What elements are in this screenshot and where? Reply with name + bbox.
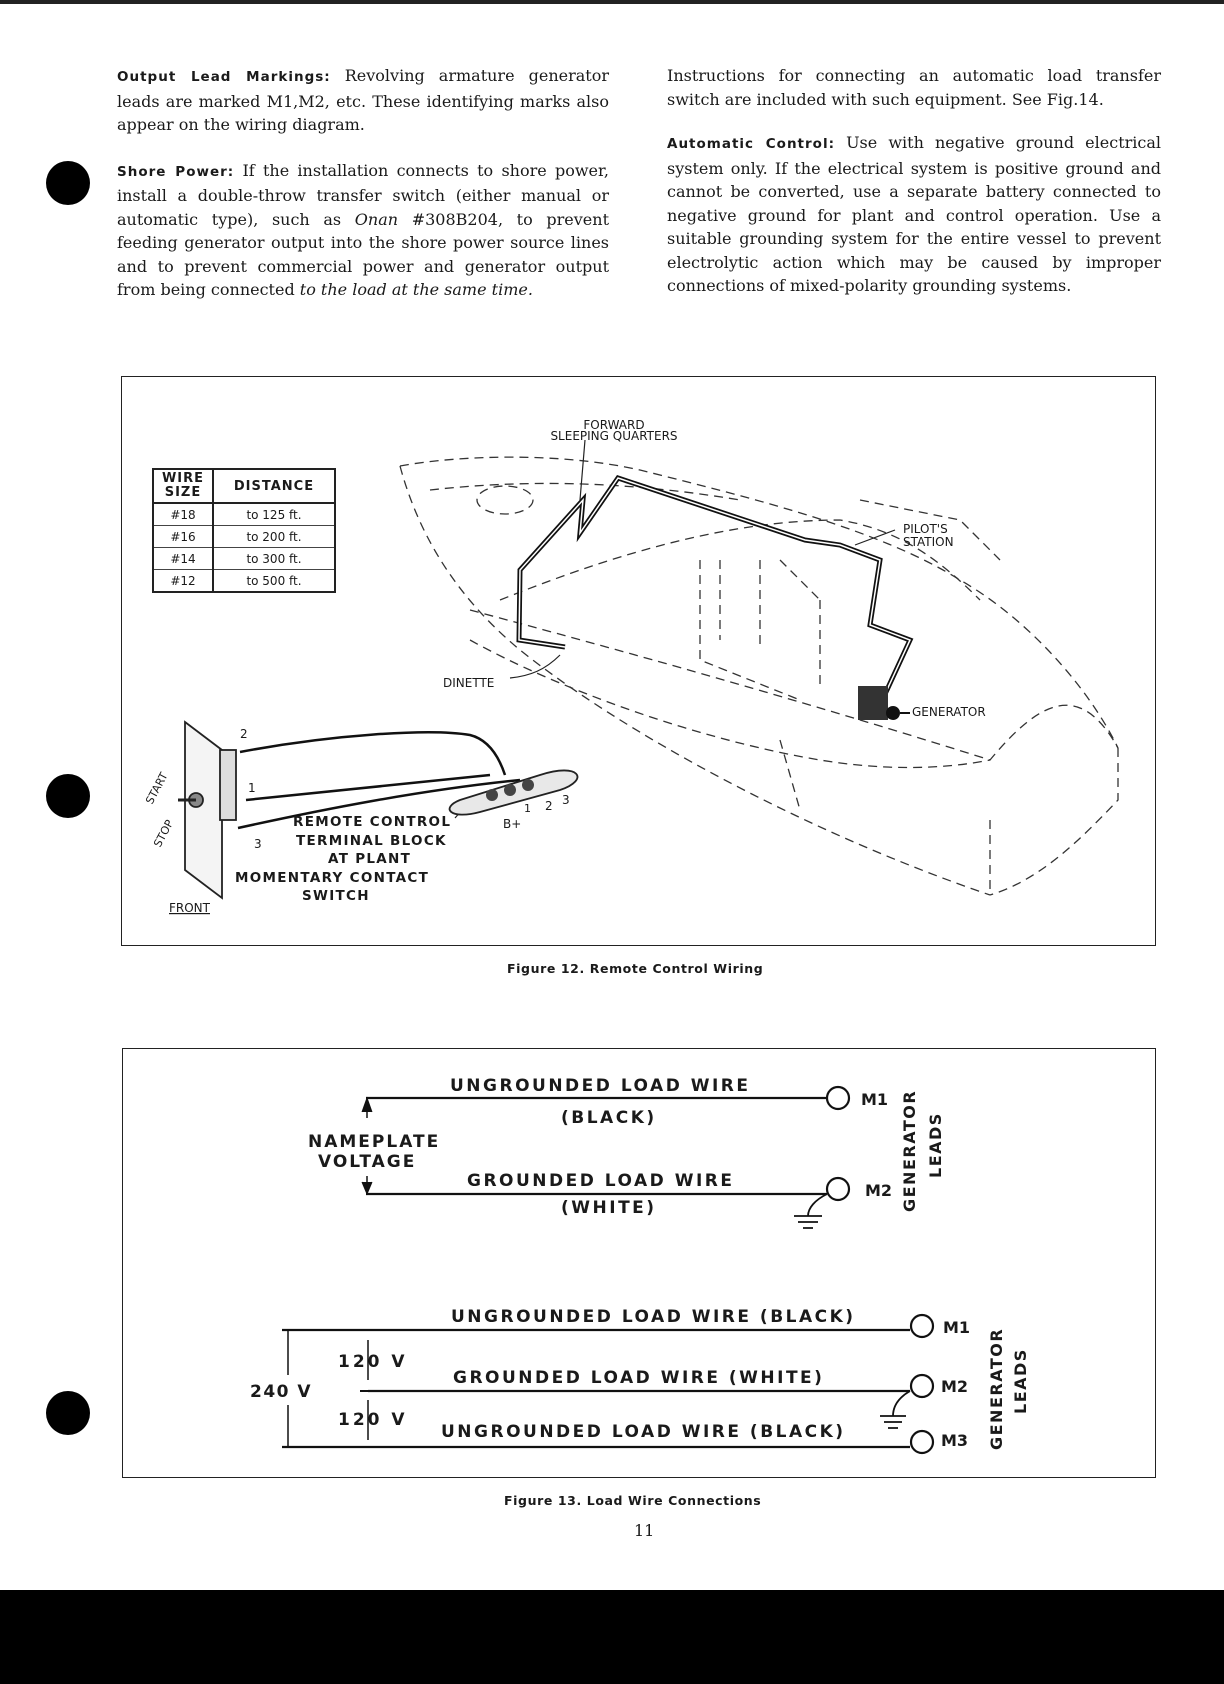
bottom-leads-label: LEADS: [1011, 1348, 1030, 1414]
figure-12-caption: Figure 12. Remote Control Wiring: [507, 961, 764, 976]
top-ungrounded-wire-label: UNGROUNDED LOAD WIRE: [450, 1076, 751, 1096]
label-stop: STOP: [151, 817, 177, 850]
shore-power-paragraph: Shore Power: If the installation connects to shore power, install a double-throw transfer switch (either manual or automatic type), such as Onan #308B204, to prevent feeding generator output into the shore power source lines and to prevent commercial power and generator output from being connected to the load at the same time.: [117, 160, 609, 299]
bottom-m2: M2: [941, 1377, 969, 1396]
nameplate-label: NAMEPLATE: [308, 1132, 441, 1152]
label-240v: 240 V: [250, 1382, 313, 1402]
label-generator: GENERATOR: [912, 705, 986, 719]
bottom-ungrounded-wire-2-label: UNGROUNDED LOAD WIRE (BLACK): [441, 1422, 846, 1442]
header-wire-size: WIRE SIZE: [153, 469, 213, 503]
top-grounded-wire-label: GROUNDED LOAD WIRE: [467, 1171, 735, 1191]
table-row: #16 to 200 ft.: [153, 526, 335, 548]
transfer-switch-paragraph: Instructions for connecting an automatic load transfer switch are included with such equipment. See Fig.14.: [667, 66, 1161, 109]
automatic-control-paragraph: Automatic Control: Use with negative ground electrical system only. If the electrical system is positive ground and cannot be converted, use a separate battery connected to negative ground for plant and control operation. Use a suitable grounding system for the entire vessel to prevent electrolytic action which may be caused by improper connections of mixed-polarity grounding systems.: [667, 133, 1161, 295]
top-leads-label: LEADS: [926, 1112, 945, 1178]
block-terminal-bplus: B+: [503, 817, 522, 831]
table-row: #14 to 300 ft.: [153, 548, 335, 570]
table-row: #12 to 500 ft.: [153, 570, 335, 593]
label-switch: SWITCH: [302, 888, 370, 904]
switch-terminal-3: 3: [254, 837, 262, 851]
top-white-label: (WHITE): [561, 1198, 657, 1218]
label-120v-upper: 120 V: [338, 1352, 408, 1372]
block-terminal-2: 2: [545, 799, 553, 813]
bottom-ungrounded-wire-1-label: UNGROUNDED LOAD WIRE (BLACK): [451, 1307, 856, 1327]
label-remote-control: REMOTE CONTROL: [293, 814, 452, 830]
bottom-grounded-wire-label: GROUNDED LOAD WIRE (WHITE): [453, 1368, 825, 1388]
label-momentary-contact: MOMENTARY CONTACT: [235, 870, 430, 886]
label-terminal-block: TERMINAL BLOCK: [296, 833, 447, 849]
bottom-m3: M3: [941, 1431, 969, 1450]
label-forward: FORWARD: [583, 418, 645, 432]
table-row: #18 to 125 ft.: [153, 503, 335, 526]
label-at-plant: AT PLANT: [328, 851, 412, 867]
voltage-label: VOLTAGE: [318, 1152, 417, 1172]
label-station: STATION: [903, 535, 954, 549]
figure-13-caption: Figure 13. Load Wire Connections: [504, 1493, 762, 1508]
label-start: START: [143, 770, 171, 807]
label-front: FRONT: [169, 901, 210, 915]
header-distance: DISTANCE: [213, 469, 335, 503]
top-black-label: (BLACK): [561, 1108, 657, 1128]
output-lead-paragraph: Output Lead Markings: Revolving armature generator leads are marked M1,M2, etc. These identifying marks also appear on the wiring diagram.: [117, 66, 609, 134]
switch-terminal-2: 2: [240, 727, 248, 741]
top-generator-label: GENERATOR: [900, 1089, 919, 1212]
bottom-generator-label: GENERATOR: [987, 1327, 1006, 1450]
label-sleeping-quarters: SLEEPING QUARTERS: [550, 429, 678, 443]
block-terminal-1: 1: [524, 802, 531, 815]
bottom-m1: M1: [943, 1318, 971, 1337]
top-m1: M1: [861, 1090, 889, 1109]
page-number: 11: [634, 1521, 655, 1540]
block-terminal-3: 3: [562, 793, 570, 807]
label-dinette: DINETTE: [443, 676, 495, 690]
label-pilots: PILOT'S: [903, 522, 948, 536]
label-120v-lower: 120 V: [338, 1410, 408, 1430]
switch-terminal-1: 1: [248, 781, 256, 795]
top-m2: M2: [865, 1181, 893, 1200]
